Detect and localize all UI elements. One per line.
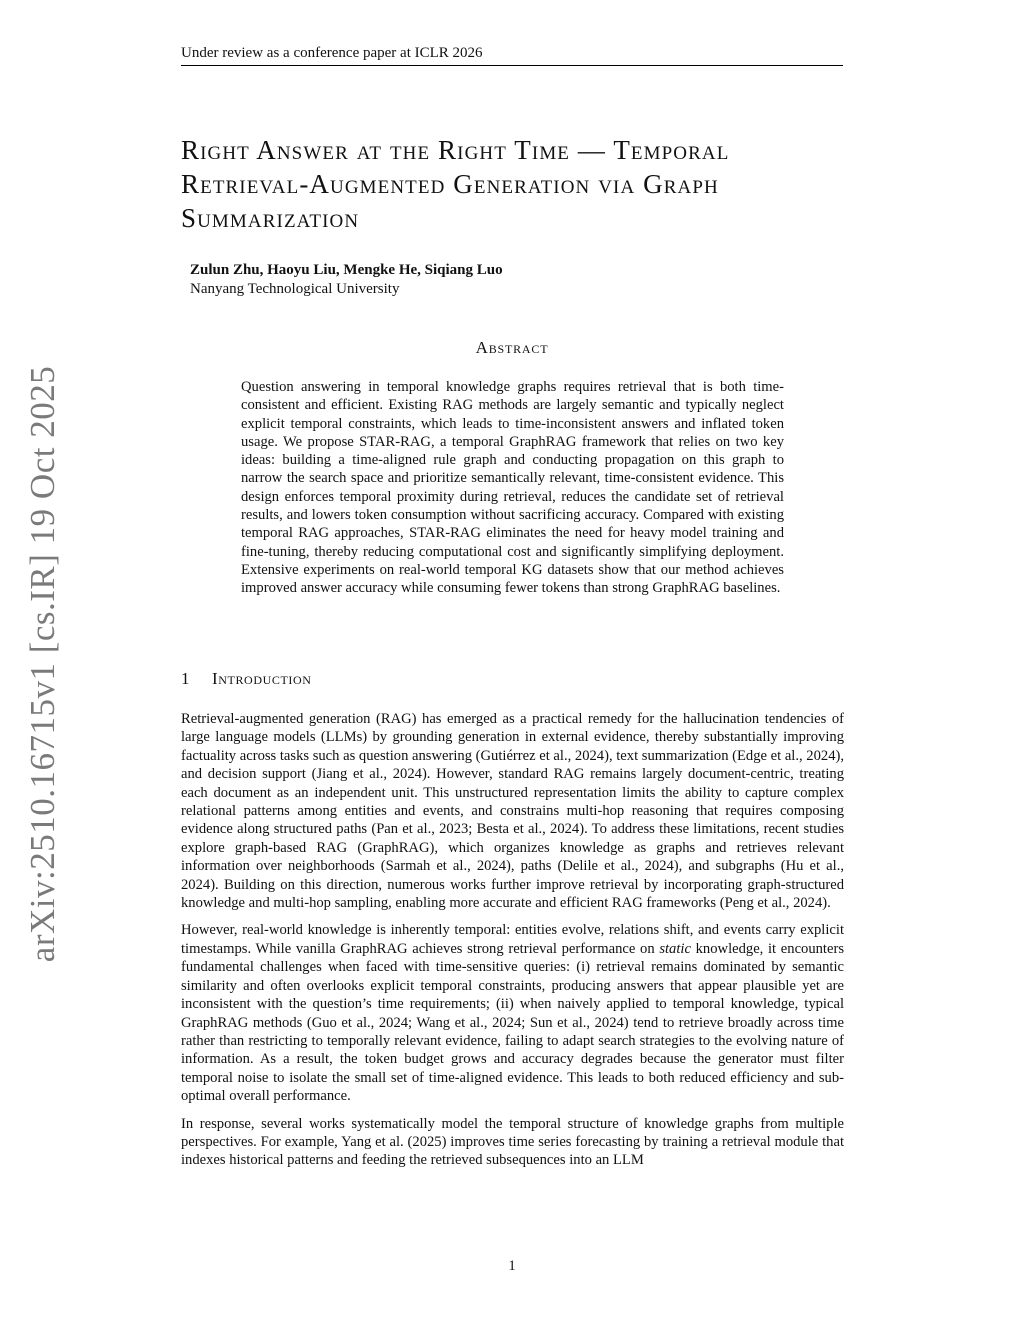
paper-title: Right Answer at the Right Time — Temporal Retrieval-Augmented Generation via Graph Summarization bbox=[181, 135, 730, 233]
introduction-body bbox=[181, 710, 844, 1179]
section-number: 1 bbox=[181, 669, 191, 688]
author-list: Zulun Zhu, Haoyu Liu, Mengke He, Siqiang Luo bbox=[190, 262, 503, 278]
running-head: Under review as a conference paper at ICLR 2026 bbox=[181, 44, 843, 66]
arxiv-identifier-text: arXiv:2510.16715v1 [cs.IR] 19 Oct 2025 bbox=[23, 365, 63, 963]
author-affiliation: Nanyang Technological University bbox=[190, 281, 400, 297]
page-number: 1 bbox=[508, 1258, 516, 1274]
abstract-text: Question answering in temporal knowledge graphs requires retrieval that is both time-consistent and efficient. Existing RAG methods are largely semantic and typically neglect explicit temporal constraints, which leads to time-inconsistent answers and inflated token usage. We propose STAR-RAG, a temporal GraphRAG framework that relies on two key ideas: building a time-aligned rule graph and conducting propagation on this graph to narrow the search space and prioritize semantically relevant, time-consistent evidence. This design enforces temporal proximity during retrieval, reduces the candidate set of retrieval results, and lowers token consumption without sacrificing accuracy. Compared with existing temporal RAG approaches, STAR-RAG eliminates the need for heavy model training and fine-tuning, thereby reducing computational cost and significantly simplifying deployment. Extensive experiments on real-world temporal KG datasets show that our method achieves improved answer accuracy while consuming fewer tokens than strong GraphRAG baselines. bbox=[241, 379, 784, 597]
abstract-heading: Abstract bbox=[475, 338, 549, 357]
introduction-paragraph-1: Retrieval-augmented generation (RAG) has emerged as a practical remedy for the hallucination tendencies of large language models (LLMs) by grounding generation in external evidence, thereby substantially improving factuality across tasks such as question answering (Gutiérrez et al., 2024), text summarization (Edge et al., 2024), and decision support (Jiang et al., 2024). However, standard RAG remains largely document-centric, treating each document as an independent unit. This unstructured representation limits the ability to capture complex relational patterns among entities and events, and constrains multi-hop reasoning that requires composing evidence along structured paths (Pan et al., 2023; Besta et al., 2024). To address these limitations, recent studies explore graph-based RAG (GraphRAG), which organizes knowledge as graphs and retrieves relevant information over neighborhoods (Sarmah et al., 2024), paths (Delile et al., 2024), and subgraphs (Hu et al., 2024). Building on this direction, numerous works further improve retrieval by incorporating graph-structured knowledge and multi-hop sampling, enabling more accurate and efficient RAG frameworks (Peng et al., 2024). bbox=[181, 711, 845, 912]
arxiv-identifier-stamp bbox=[18, 365, 68, 963]
section-title: Introduction bbox=[212, 669, 312, 688]
introduction-heading bbox=[181, 669, 312, 689]
paragraph-2-text-start: However, real-world knowledge is inherently temporal: entities evolve, relations shift, and events carry explicit timestamps. While vanilla GraphRAG achieves strong retrieval performance on bbox=[181, 922, 844, 957]
introduction-paragraph-3: In response, several works systematically model the temporal structure of knowledge graphs from multiple perspectives. For example, Yang et al. (2025) improves time series forecasting by training a retrieval module that indexes historical patterns and feeding the retrieved subsequences into an LLM bbox=[181, 1115, 844, 1169]
paragraph-2-text-end: knowledge, it encounters fundamental challenges when faced with time-sensitive queries: (i) retrieval remains dominated by semantic similarity and often overlooks explicit temporal constraints, producing answers that appear plausible yet are inconsistent with the question’s time requirements; (ii) when naively applied to temporal knowledge, typical GraphRAG methods (Guo et al., 2024; Wang et al., 2024; Sun et al., 2024) tend to retrieve broadly across time rather than restricting to temporally relevant evidence, failing to adapt search strategies to the evolving nature of information. As a result, the token budget grows and accuracy degrades because the generator must filter temporal noise to isolate the small set of time-aligned evidence. This leads to both reduced efficiency and sub-optimal overall performance. bbox=[181, 940, 845, 1105]
introduction-paragraph-2 bbox=[181, 921, 844, 1105]
emphasized-word: static bbox=[659, 940, 691, 957]
